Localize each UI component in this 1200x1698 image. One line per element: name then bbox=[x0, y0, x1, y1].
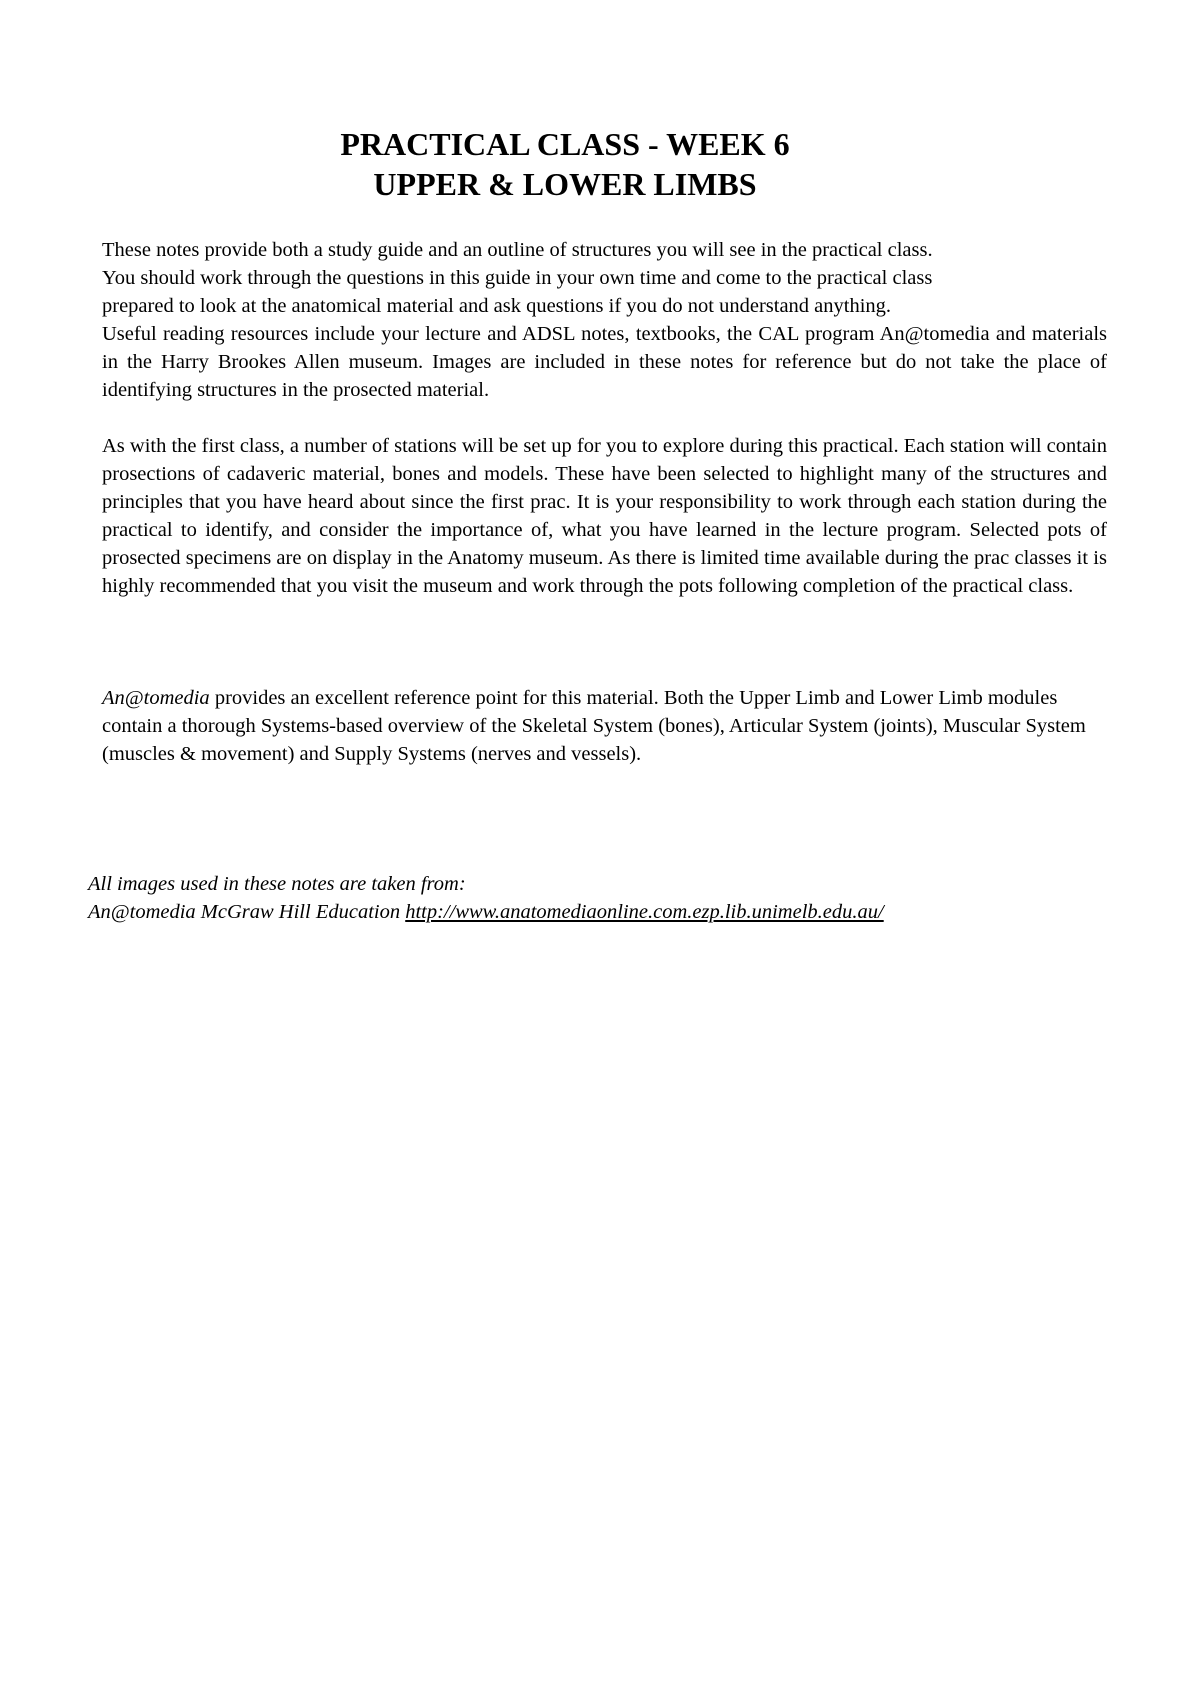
title-line-1: PRACTICAL CLASS - WEEK 6 bbox=[340, 126, 790, 162]
stations-paragraph: As with the first class, a number of stations will be set up for you to explore during this practical. Each station will contain prosections of cadaveric material, bones and models. These have been selected to highlight many of the structures and principles that you have heard about since the first prac. It is your responsibility to work through each station during the practical to identify, and consider the importance of, what you have learned in the lecture program. Selected pots of prosected specimens are on display in the Anatomy museum. As there is limited time available during the prac classes it is highly recommended that you visit the museum and work through the pots following completion of the practical class. bbox=[102, 435, 1107, 597]
image-source-note bbox=[88, 870, 1088, 926]
anatomedia-name: An@tomedia bbox=[102, 687, 210, 709]
title-line-2: UPPER & LOWER LIMBS bbox=[373, 166, 757, 202]
intro-line-3: prepared to look at the anatomical material and ask questions if you do not understand anything. bbox=[102, 295, 892, 317]
page-title bbox=[0, 124, 1130, 204]
reading-resources-text: Useful reading resources include your lecture and ADSL notes, textbooks, the CAL program An@tomedia and materials in the Harry Brookes Allen museum. Images are included in these notes for reference but do not take the place of identifying structures in the prosected material. bbox=[102, 323, 1107, 401]
intro-line-1: These notes provide both a study guide and an outline of structures you will see in the practical class. bbox=[102, 239, 933, 261]
anatomedia-link[interactable]: http://www.anatomediaonline.com.ezp.lib.unimelb.edu.au/ bbox=[405, 901, 884, 923]
anatomedia-paragraph bbox=[102, 684, 1107, 768]
intro-line-2: You should work through the questions in this guide in your own time and come to the practical class bbox=[102, 267, 933, 289]
intro-paragraph bbox=[102, 236, 1107, 404]
image-source-line-2 bbox=[88, 898, 1088, 926]
image-source-line-1: All images used in these notes are taken from: bbox=[88, 873, 466, 895]
image-source-label: An@tomedia McGraw Hill Education bbox=[88, 901, 406, 923]
anatomedia-text: provides an excellent reference point for this material. Both the Upper Limb and Lower Limb modules contain a thorough Systems-based overview of the Skeletal System (bones), Articular System (joints), Muscular System (muscles & movement) and Supply Systems (nerves and vessels). bbox=[102, 687, 1086, 765]
